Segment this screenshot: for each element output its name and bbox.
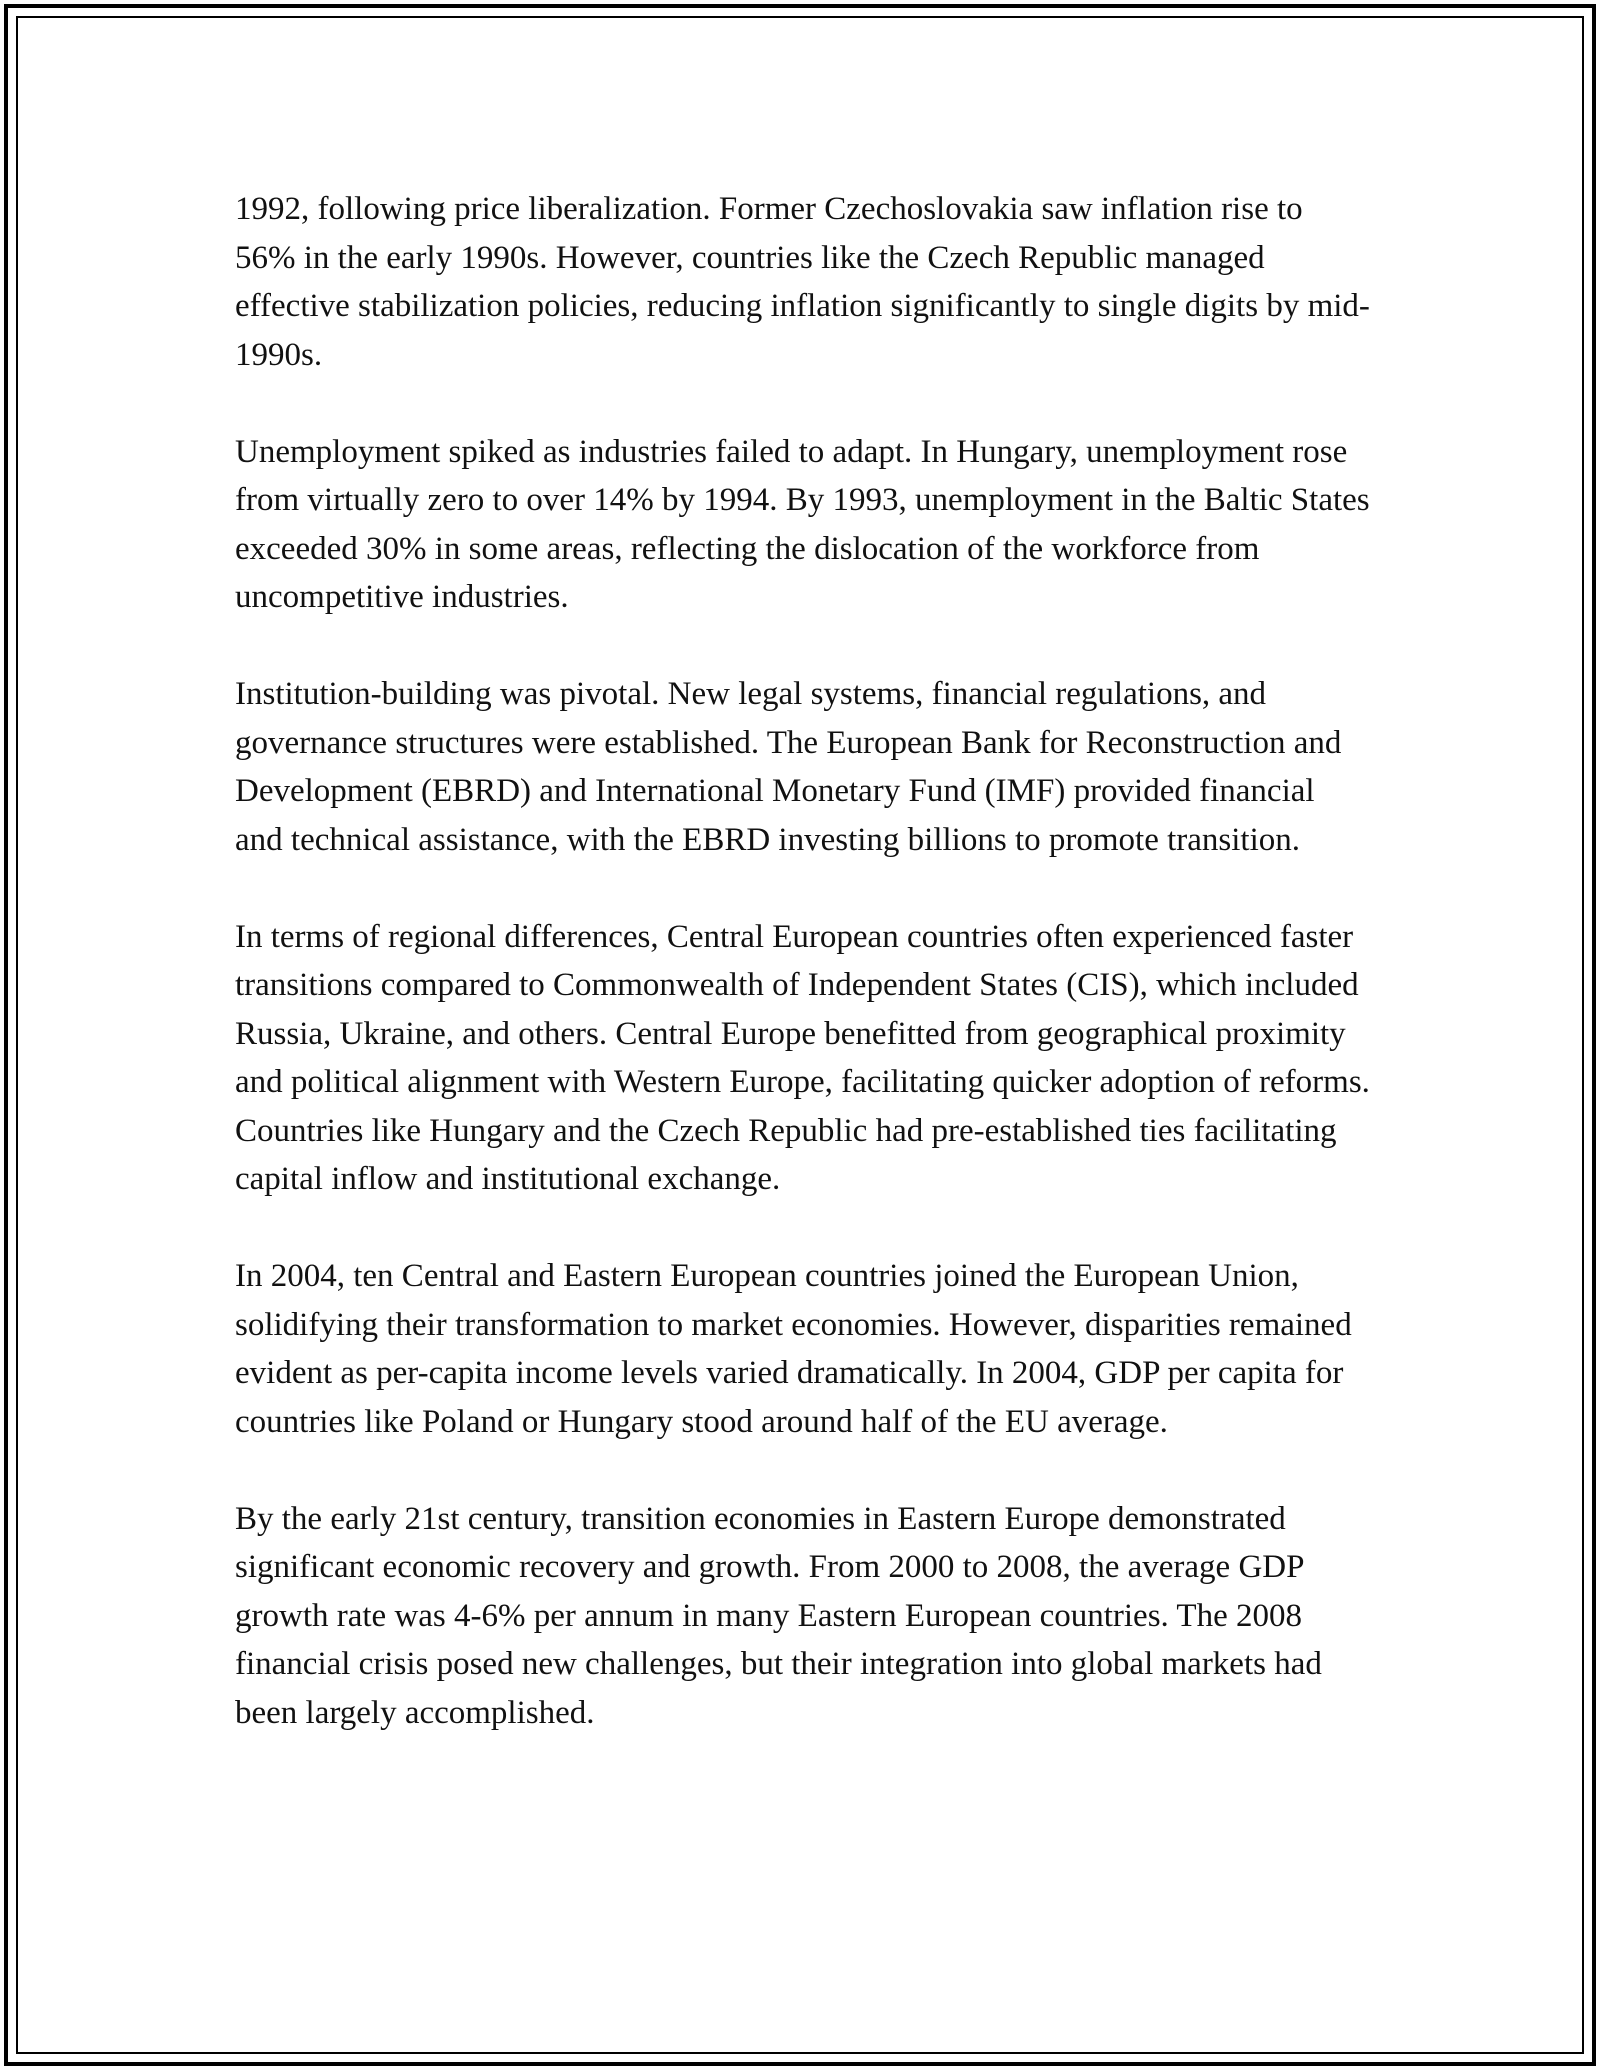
paragraph-21st-century-growth: By the early 21st century, transition economies in Eastern Europe demonstrated significant economic recovery and growth. From 2000 to 2008, the average GDP growth rate was 4-6% per annum in many Eastern European countries. The 2008 financial crisis posed new challenges, but their integration into global markets had been largely accomplished. — [235, 1500, 1322, 1731]
document-body — [235, 185, 1370, 1786]
paragraph-eu-accession: In 2004, ten Central and Eastern European countries joined the European Union, solidifying their transformation to market economies. However, disparities remained evident as per-capita income levels varied dramatically. In 2004, GDP per capita for countries like Poland or Hungary stood around half of the EU average. — [235, 1258, 1352, 1440]
paragraph-unemployment: Unemployment spiked as industries failed to adapt. In Hungary, unemployment rose from virtually zero to over 14% by 1994. By 1993, unemployment in the Baltic States exceeded 30% in some areas, reflecting the dislocation of the workforce from uncompetitive industries. — [235, 433, 1370, 615]
paragraph-institution-building: Institution-building was pivotal. New legal systems, financial regulations, and governance structures were established. The European Bank for Reconstruction and Development (EBRD) and International Monetary Fund (IMF) provided financial and technical assistance, with the EBRD investing billions to promote transition. — [235, 676, 1342, 858]
paragraph-regional-differences: In terms of regional differences, Central European countries often experienced faster transitions compared to Commonwealth of Independent States (CIS), which included Russia, Ukraine, and others. Central Europe benefitted from geographical proximity and political alignment with Western Europe, facilitating quicker adoption of reforms. Countries like Hungary and the Czech Republic had pre-established ties facilitating capital inflow and institutional exchange. — [235, 918, 1370, 1197]
paragraph-inflation: 1992, following price liberalization. Former Czechoslovakia saw inflation rise to 56% in the early 1990s. However, countries like the Czech Republic managed effective stabilization policies, reducing inflation significantly to single digits by mid-1990s. — [235, 191, 1370, 373]
